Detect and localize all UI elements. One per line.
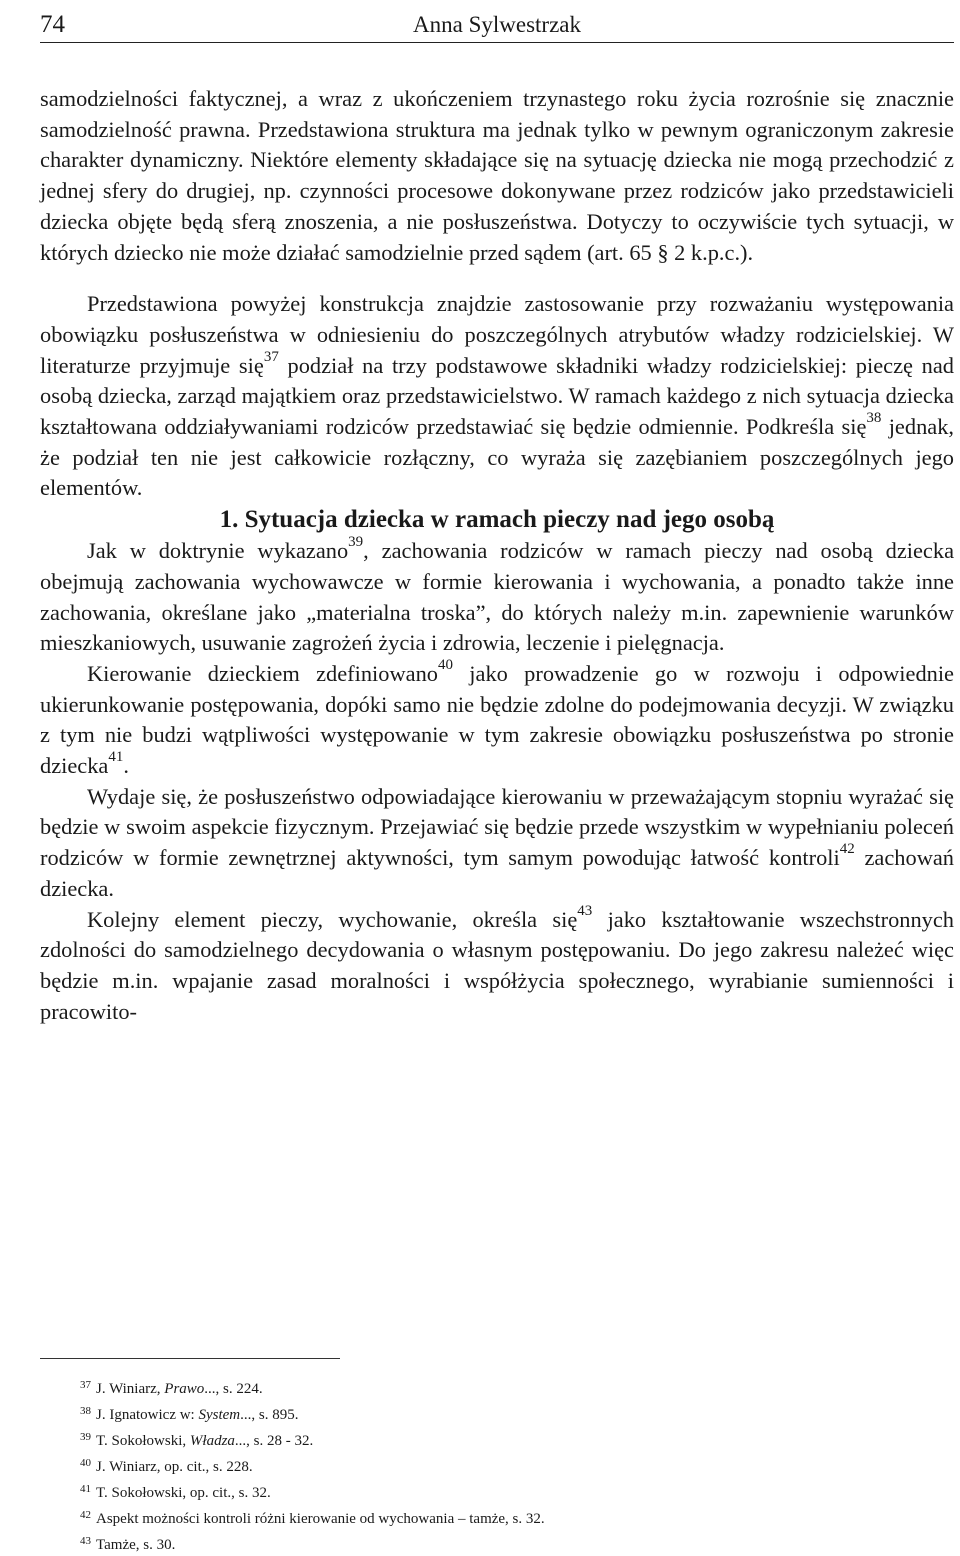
footnote-title: System [198,1407,241,1423]
footnote [80,1452,940,1478]
footnote [80,1478,940,1504]
paragraph [40,536,954,659]
section-heading: 1. Sytuacja dziecka w ramach pieczy nad jego osobą [219,506,775,534]
paragraph-text: jako kształtowanie wszechstronnych zdolności do samodzielnego decydowania o własnym postępowaniu. Do jego zakresu należeć więc będzie m.in. wpajanie zasad moralności i współżycia społecznego, wyrabianie sumienności i pracowito- [40,906,954,1024]
paragraph: samodzielności faktycznej, a wraz z ukończeniem trzynastego roku życia rozrośnie się znacznie samodzielność prawna. Przedstawiona struktura ma jednak tylko w pewnym ograniczonym zakresie charakter dynamiczny. Niektóre elementy składające się na sytuację dziecka nie mogą przechodzić z jednej sfery do drugiej, np. czynności procesowe dokonywane przez rodziców jako przedstawicieli dziecka objęte będą sferą znoszenia, a nie posłuszeństwa. Dotyczy to oczywiście tych sytuacji, w których dziecko nie może działać samodzielnie przed sądem (art. 65 § 2 k.p.c.). [40,86,954,265]
footnote-title: Prawo [164,1381,205,1397]
footnote-text: T. Sokołowski, [96,1433,190,1449]
paragraph [40,656,954,782]
footnote-text: J. Winiarz, op. cit., s. 228. [96,1459,253,1475]
footnote-text: Aspekt możności kontroli różni kierowanie od wychowania – tamże, s. 32. [96,1511,545,1527]
footnote-number: 38 [80,1405,91,1417]
footnote-divider [40,1358,340,1359]
footnote-text: J. Winiarz, [96,1381,165,1397]
paragraph-text: Wydaje się, że posłuszeństwo odpowiadające kierowaniu w przeważającym stopniu wyrażać się będzie w swoim aspekcie fizycznym. Przejawiać się będzie przede wszystkim w wypełnianiu poleceń rodziców w formie zewnętrznej aktywności, tym samym powodując łatwość kontroli [40,783,954,871]
paragraph-text: jako prowadzenie go w rozwoju i odpowiednie ukierunkowanie postępowania, dopóki samo nie będzie zdolne do podejmowania decyzji. W związku z tym nie budzi wątpliwości występowanie w tym zakresie obowiązku posłuszeństwa po stronie dziecka [40,660,954,779]
footnote-text: ..., s. 224. [204,1381,263,1397]
footnote-ref: 38 [866,410,882,427]
paragraph-text: jednak, że podział ten nie jest całkowicie rozłączny, co wyraża się zazębianiem poszczególnych jego elementów. [40,414,954,501]
footnote-ref: 39 [348,534,364,551]
paragraph [40,289,954,504]
paragraph-text: Jak w doktrynie wykazano [87,538,349,564]
paragraph-text: podział na trzy podstawowe składniki władzy rodzicielskiej: pieczę nad osobą dziecka, zarząd majątkiem oraz przedstawicielstwo. W ramach każdego z nich sytuacja dziecka kształtowana oddziaływaniami rodziców przedstawiać się będzie odmiennie. Podkreśla się [40,352,954,440]
paragraph [40,782,954,905]
footnote-number: 41 [80,1483,91,1495]
footnote [80,1530,940,1556]
footnote-ref: 40 [437,656,453,673]
footnote-ref: 42 [839,841,855,858]
footnote-number: 39 [80,1431,91,1443]
footnote-text: J. Ignatowicz w: [96,1407,199,1423]
footnote-number: 43 [80,1535,91,1547]
paragraph-text: . [123,753,129,779]
page-number: 74 [40,11,65,38]
footnote [80,1426,940,1452]
footnote-ref: 43 [577,902,593,919]
footnote-title: Władza [189,1433,235,1449]
footnote-text: ..., s. 895. [240,1407,299,1423]
footnote-ref: 37 [263,348,279,365]
paragraph-text: Kierowanie dzieckiem zdefiniowano [87,660,438,686]
footnote-text: T. Sokołowski, op. cit., s. 32. [96,1485,271,1501]
footnote-number: 42 [80,1509,91,1521]
footnotes [80,1374,940,1556]
footnote-text: ..., s. 28 - 32. [234,1433,314,1449]
paragraph-text: Przedstawiona powyżej konstrukcja znajdzie zastosowanie przy rozważaniu występowania obowiązku posłuszeństwa w odniesieniu do poszczególnych atrybutów władzy rodzicielskiej. W literaturze przyjmuje się [40,291,954,378]
body-text [40,84,954,1027]
footnote [80,1400,940,1426]
footnote-ref: 41 [108,749,124,766]
paragraph [40,902,954,1028]
footnote-number: 40 [80,1457,91,1469]
paragraph-text: zachowań dziecka. [40,845,954,901]
footnote [80,1374,940,1400]
footnote-number: 37 [80,1379,91,1391]
running-head: Anna Sylwestrzak [413,12,581,37]
footnote-text: Tamże, s. 30. [96,1537,176,1553]
page-header [40,10,954,43]
footnote [80,1504,940,1530]
paragraph-text: , zachowania rodziców w ramach pieczy nad osobą dziecka obejmują zachowania wychowawcze w formie kierowania i wychowania, a ponadto także inne zachowania, określane jako „materialna troska”, do których należy m.in. zapewnienie warunków mieszkaniowych, usuwanie zagrożeń życia i zdrowia, leczenie i pielęgnacja. [40,538,955,656]
paragraph-text: Kolejny element pieczy, wychowanie, określa się [87,906,578,932]
